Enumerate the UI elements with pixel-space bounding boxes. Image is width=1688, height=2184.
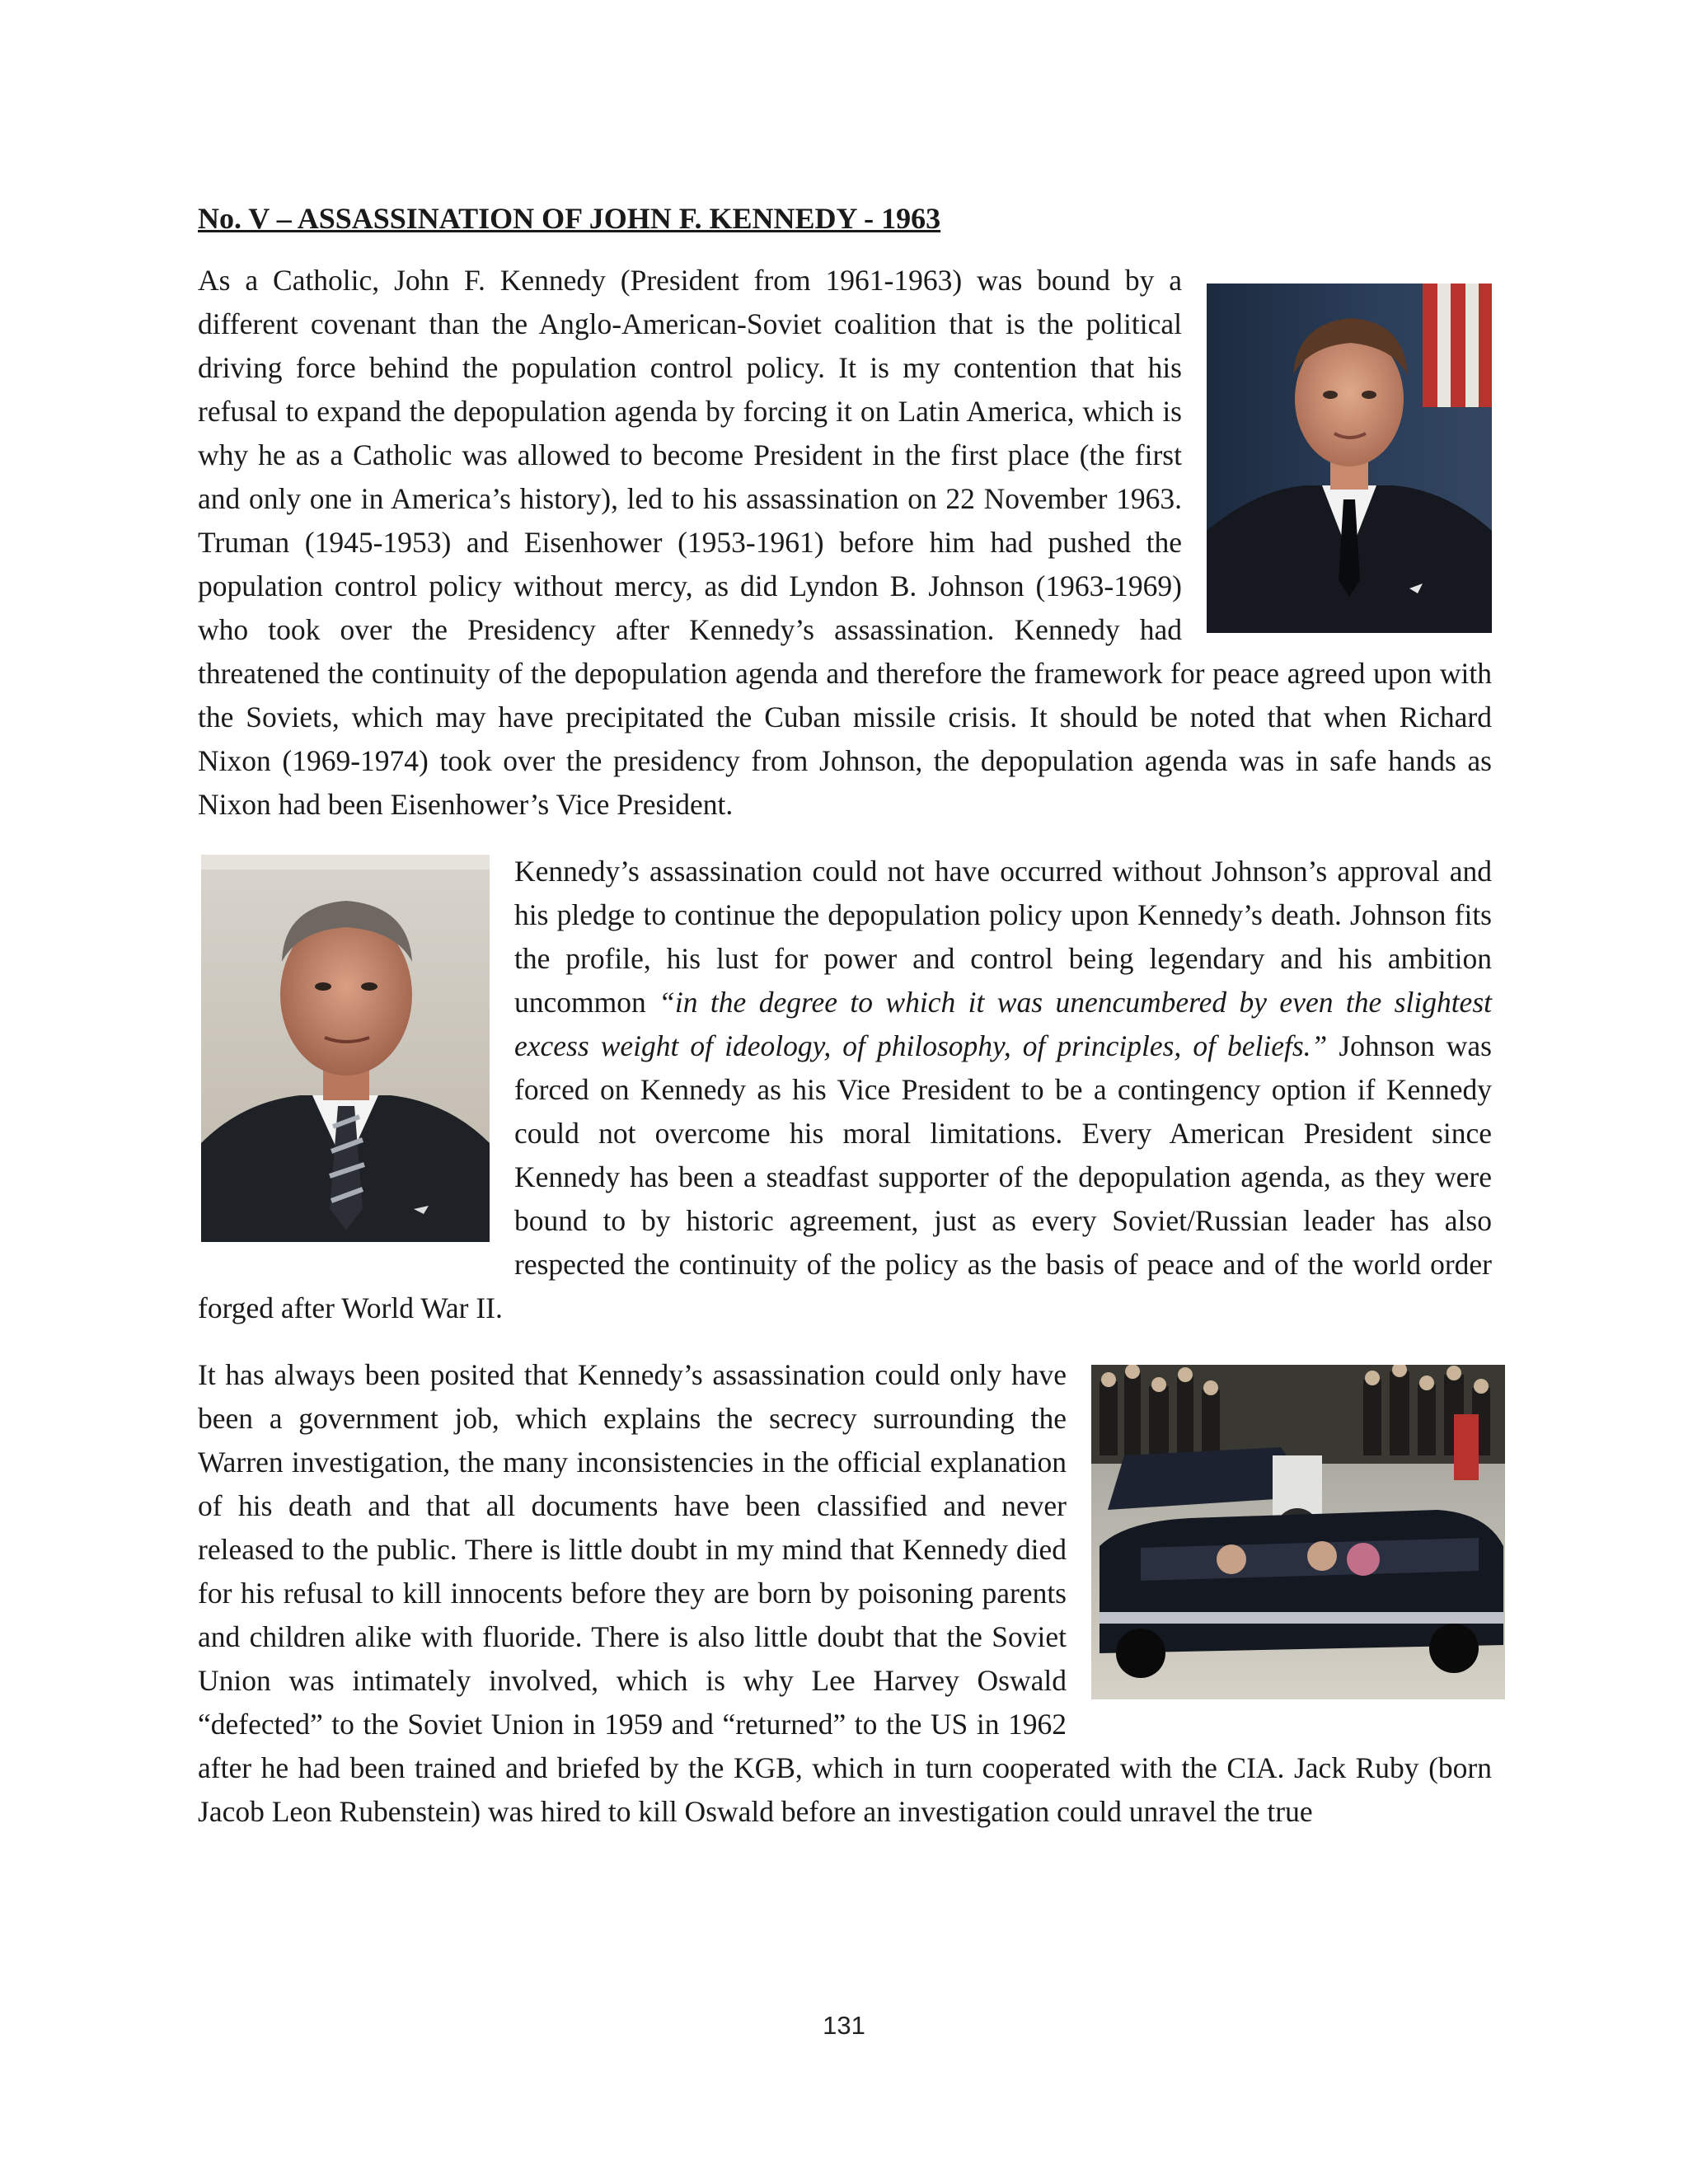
motorcade-photo [1091, 1365, 1505, 1699]
paragraph-1-text: As a Catholic, John F. Kennedy (President from 1961-1963) was bound by a different covenant than the Anglo-American-Soviet coalition that is the political driving force behind the population control policy. It is my contention that his refusal to expand the depopulation agenda by forcing it on Latin America, which is why he as a Catholic was allowed to become President in the first place (the first and only one in America’s history), led to his assassination on 22 November 1963. Truman (1945-1953) and Eisenhower (1953-1961) before him had pushed the population control policy without mercy, as did Lyndon B. Johnson (1963-1969) who took over the Presidency after Kennedy’s assassination. Kennedy had threatened the continuity of the depopulation agenda and therefore the framework for peace agreed upon with the Soviets, which may have precipitated the Cuban missile crisis. It should be noted that when Richard Nixon (1969-1974) took over the presidency from Johnson, the depopulation agenda was in safe hands as Nixon had been Eisenhower’s Vice President. [198, 264, 1492, 822]
paragraph-2 [198, 850, 1492, 1330]
paragraph-2-text-b: Johnson was forced on Kennedy as his Vice President to be a contingency option if Kennedy could not overcome his moral limitations. Every American President since Kennedy has been a steadfast supporter of the depopulation agenda, as they were bound to by historic agreement, just as every Soviet/Russian leader has also respected the continuity of the policy as the basis of peace and of the world order forged after World War II. [198, 1029, 1492, 1325]
document-page [198, 198, 1492, 1857]
johnson-portrait-image [201, 855, 490, 1242]
page-title: No. V – ASSASSINATION OF JOHN F. KENNEDY - 1963 [198, 202, 941, 235]
paragraph-3-text: It has always been posited that Kennedy’s assassination could only have been a government job, which explains the secrecy surrounding the Warren investigation, the many inconsistencies in the official explanation of his death and that all documents have been classified and never released to the public. There is little doubt in my mind that Kennedy died for his refusal to kill innocents before they are born by poisoning parents and children alike with fluoride. There is also little doubt that the Soviet Union was intimately involved, which is why Lee Harvey Oswald “defected” to the Soviet Union in 1959 and “returned” to the US in 1962 after he had been trained and briefed by the KGB, which in turn cooperated with the CIA. Jack Ruby (born Jacob Leon Rubenstein) was hired to kill Oswald before an investigation could unravel the true [198, 1358, 1492, 1829]
kennedy-portrait-photo [1207, 284, 1492, 633]
paragraph-3 [198, 1353, 1492, 1834]
paragraph-2-text-a: Kennedy’s assassination could not have occurred without Johnson’s approval and his pledge to continue the depopulation policy upon Kennedy’s death. Johnson fits the profile, his lust for power and control being legendary and his ambition uncommon [514, 855, 1492, 1019]
paragraph-2-quote: “in the degree to which it was unencumbered by even the slightest excess weight of ideology, of philosophy, of principles, of beliefs.” [514, 986, 1492, 1063]
paragraph-1 [198, 259, 1492, 827]
kennedy-portrait-image [1207, 284, 1492, 633]
motorcade-image [1091, 1365, 1505, 1699]
johnson-portrait-photo [201, 855, 490, 1242]
page-number: 131 [823, 2011, 865, 2040]
